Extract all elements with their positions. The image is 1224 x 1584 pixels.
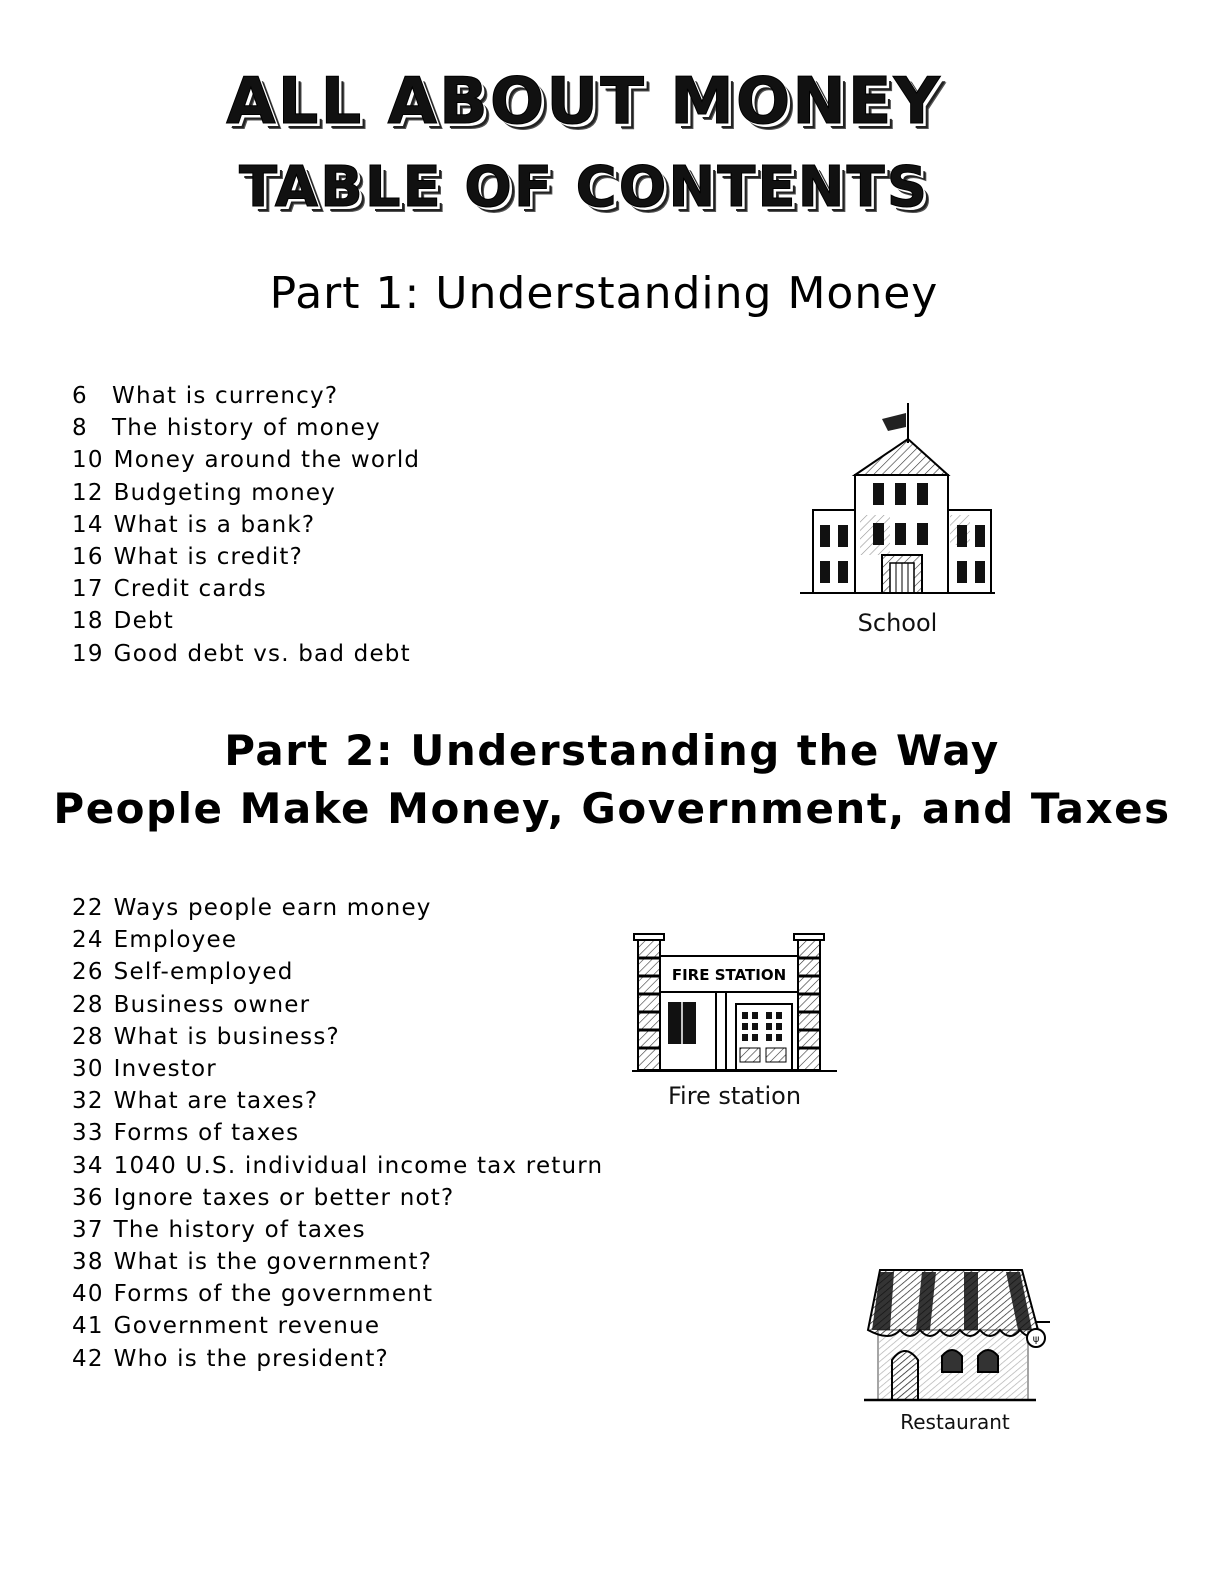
toc-entry-title: The history of money <box>112 415 381 442</box>
school-illustration <box>800 395 995 645</box>
toc-page-number: 10 <box>72 447 104 474</box>
toc-entry <box>72 638 420 670</box>
school-building-icon <box>800 395 995 605</box>
fire-station-caption: Fire station <box>667 1082 802 1110</box>
toc-entry-title: Business owner <box>113 991 311 1018</box>
toc-page-number: 26 <box>72 959 104 986</box>
fire-station-icon <box>632 928 837 1078</box>
toc-entry-title: Forms of the government <box>113 1281 434 1308</box>
toc-page-number: 28 <box>72 1023 104 1050</box>
toc-entry <box>72 1182 603 1214</box>
restaurant-icon <box>860 1260 1050 1405</box>
toc-page-number: 17 <box>72 576 104 603</box>
part2-heading <box>0 722 1224 838</box>
toc-page-number: 22 <box>72 895 104 921</box>
toc-entry-title: What is business? <box>113 1023 340 1050</box>
toc-page-number: 34 <box>72 1152 104 1179</box>
toc-entry-title: The history of taxes <box>113 1216 366 1243</box>
toc-page-number: 18 <box>72 608 104 635</box>
toc-entry <box>72 509 420 541</box>
toc-entry <box>72 1150 603 1182</box>
toc-page-number: 32 <box>72 1088 104 1115</box>
toc-entry-title: Debt <box>113 608 174 635</box>
toc-page-number: 28 <box>72 991 104 1018</box>
toc-page-number: 36 <box>72 1184 104 1211</box>
toc-entry <box>72 573 420 605</box>
toc-page-number: 8 <box>72 415 88 442</box>
toc-entry-title: 1040 U.S. individual income tax return <box>113 1152 604 1179</box>
toc-entry <box>72 380 420 412</box>
toc-entry <box>72 412 420 444</box>
toc-entry-title: Investor <box>113 1055 217 1082</box>
toc-entry <box>72 1214 603 1246</box>
part1-toc-list <box>72 380 420 670</box>
toc-page-number: 19 <box>72 640 104 667</box>
toc-entry <box>72 1085 603 1117</box>
toc-entry-title: Ways people earn money <box>113 895 432 921</box>
toc-entry <box>72 444 420 476</box>
toc-page-number: 33 <box>72 1120 104 1147</box>
toc-entry <box>72 892 603 924</box>
toc-entry-title: Self-employed <box>113 959 294 986</box>
toc-entry <box>72 1246 603 1278</box>
toc-entry <box>72 1053 603 1085</box>
toc-page-number: 41 <box>72 1313 104 1340</box>
toc-entry-title: Budgeting money <box>113 479 337 506</box>
toc-entry <box>72 1278 603 1310</box>
toc-page-number: 38 <box>72 1249 104 1276</box>
toc-page-number: 42 <box>72 1345 104 1372</box>
toc-entry <box>72 956 603 988</box>
toc-page-number: 12 <box>72 479 104 506</box>
toc-page-number: 6 <box>72 383 88 409</box>
toc-entry <box>72 477 420 509</box>
toc-entry <box>72 1021 603 1053</box>
toc-entry-title: Who is the president? <box>113 1345 389 1372</box>
restaurant-caption: Restaurant <box>900 1410 1010 1434</box>
toc-entry-title: What is credit? <box>113 543 304 570</box>
toc-entry-title: Employee <box>113 927 238 954</box>
toc-entry-title: Ignore taxes or better not? <box>113 1184 455 1211</box>
document-title: ALL ABOUT MONEY <box>226 65 942 139</box>
toc-entry <box>72 924 603 956</box>
toc-entry <box>72 541 420 573</box>
toc-entry-title: What are taxes? <box>113 1088 319 1115</box>
toc-entry <box>72 1343 603 1375</box>
toc-entry-title: What is currency? <box>112 383 339 409</box>
school-caption: School <box>857 609 938 637</box>
toc-page-number: 30 <box>72 1055 104 1082</box>
toc-entry-title: Credit cards <box>113 576 267 603</box>
toc-entry-title: What is the government? <box>113 1249 433 1276</box>
fire-station-illustration <box>632 928 837 1118</box>
toc-entry-title: Government revenue <box>113 1313 381 1340</box>
toc-entry <box>72 605 420 637</box>
toc-entry <box>72 1117 603 1149</box>
part1-heading: Part 1: Understanding Money <box>269 268 939 319</box>
toc-entry-title: Money around the world <box>113 447 421 474</box>
toc-entry-title: Forms of taxes <box>113 1120 300 1147</box>
toc-entry-title: What is a bank? <box>113 511 316 538</box>
toc-page-number: 37 <box>72 1216 104 1243</box>
fire-station-sign: FIRE STATION <box>671 966 787 984</box>
part2-heading-line1: Part 2: Understanding the Way <box>224 726 1000 775</box>
toc-page-number: 14 <box>72 511 104 538</box>
document-subtitle: TABLE OF CONTENTS <box>238 155 930 220</box>
toc-entry <box>72 989 603 1021</box>
toc-entry <box>72 1310 603 1342</box>
toc-page-number: 16 <box>72 543 104 570</box>
toc-page-number: 24 <box>72 927 104 954</box>
toc-page-number: 40 <box>72 1281 104 1308</box>
svg-text:ψ: ψ <box>1032 1334 1040 1345</box>
restaurant-illustration <box>860 1260 1050 1440</box>
part2-toc-list <box>72 892 603 1375</box>
toc-entry-title: Good debt vs. bad debt <box>113 640 411 667</box>
part2-heading-line2: People Make Money, Government, and Taxes <box>53 784 1171 833</box>
